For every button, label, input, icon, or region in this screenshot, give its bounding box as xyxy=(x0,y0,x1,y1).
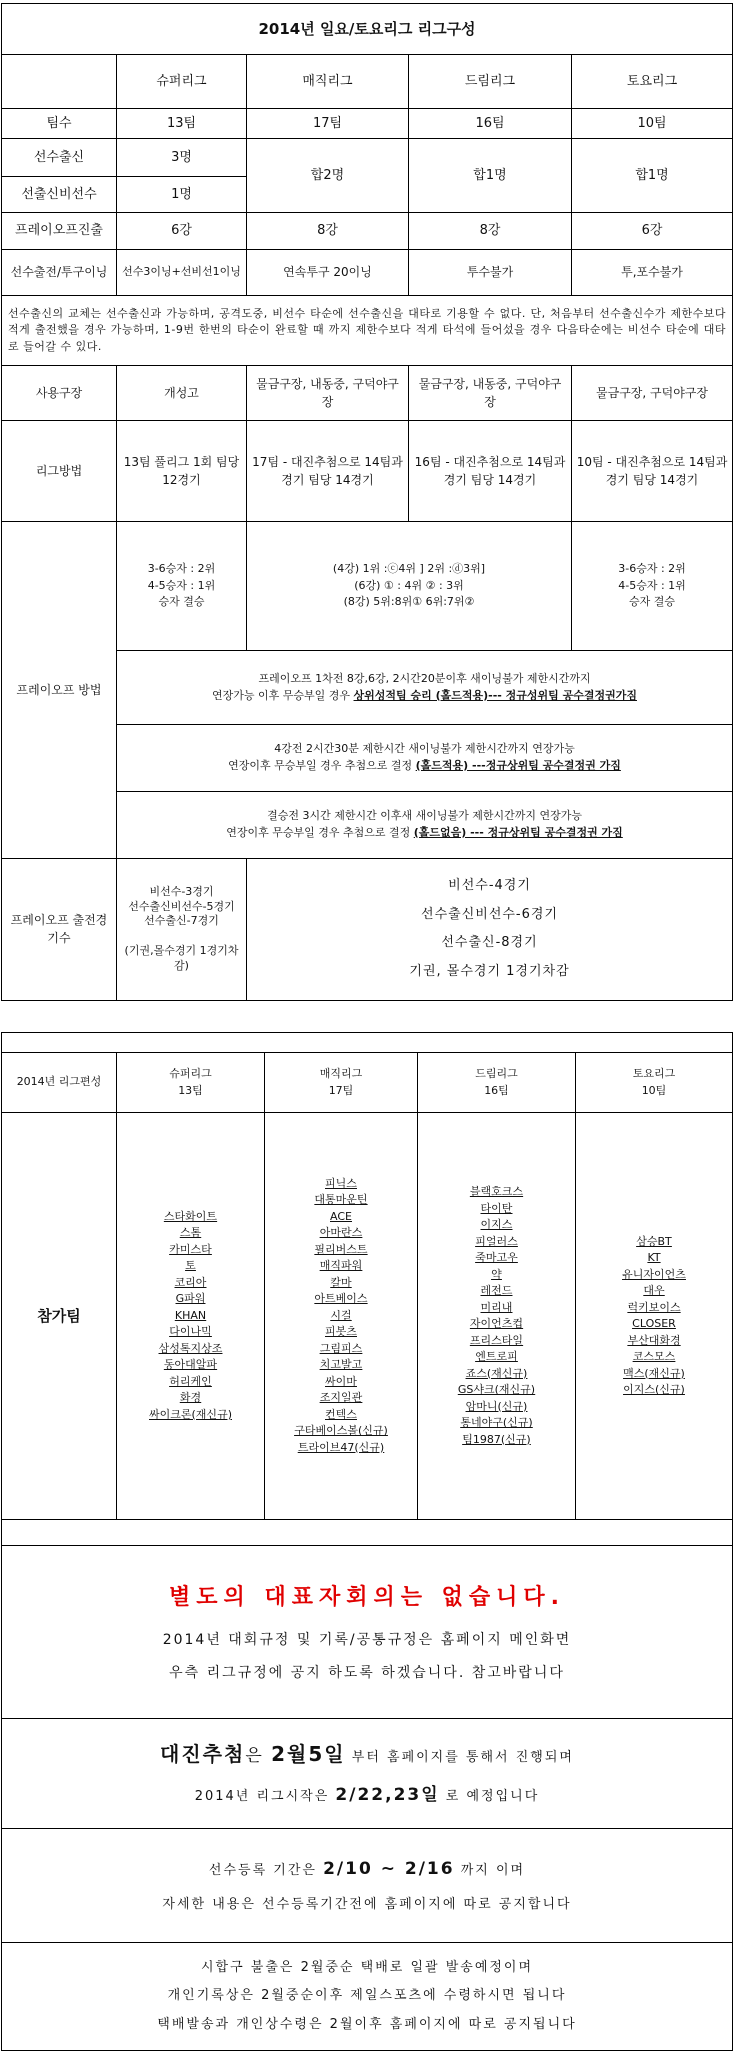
team-name: 블랙호크스 xyxy=(469,1185,524,1198)
notice-registration-line: 자세한 내용은 선수등록기간전에 홈페이지에 따로 공지합니다 xyxy=(162,1896,572,1912)
spacer-row xyxy=(2,1520,733,1546)
po-method-super xyxy=(117,521,247,651)
field-dream: 물금구장, 내동중, 구덕야구장 xyxy=(409,365,572,420)
team-name: 화경 xyxy=(179,1391,202,1405)
notice-draw xyxy=(2,1719,733,1829)
corner-cell xyxy=(2,55,117,108)
po-rule-text: 연장가능 이후 무승부일 경우 xyxy=(212,688,354,702)
pitching-super: 선수3이닝+선비선1이닝 xyxy=(117,249,247,295)
registration-text: 선수등록 기간은 xyxy=(208,1863,324,1878)
po-rule-line: 결승전 3시간 제한시간 이후새 새이닝불가 제한시간까지 연장가능 xyxy=(267,809,582,823)
po-method-label: 프레이오프 방법 xyxy=(2,521,117,858)
team-name: 아트베이스 xyxy=(314,1292,368,1306)
pitching-dream: 투수불가 xyxy=(409,249,572,295)
players-ex-label: 선출신비선수 xyxy=(2,176,117,213)
team-name: 피얼러스 xyxy=(475,1234,518,1248)
po-rule-line: 4강전 2시간30분 제한시간 새이닝불가 제한시간까지 연장가능 xyxy=(274,742,575,756)
draw-text: 부터 홈페이지를 통해서 진행되며 xyxy=(345,1749,574,1765)
league-name: 드림리그 xyxy=(475,1067,518,1080)
notice-draw-line xyxy=(6,1739,728,1770)
team-name: 레전드 xyxy=(480,1284,513,1297)
team-name: 구타베이스볼(신규) xyxy=(294,1424,388,1438)
team-count-saturday: 10팀 xyxy=(572,108,733,138)
po-games-line: (기권,몰수경기 1경기차감) xyxy=(124,944,239,972)
team-name: 컨텍스 xyxy=(325,1407,357,1421)
team-name: 미리내 xyxy=(480,1300,513,1314)
team-name: 싸이크론(재신규) xyxy=(149,1407,232,1421)
pitching-saturday: 투,포수불가 xyxy=(572,249,733,295)
po-games-super xyxy=(117,858,247,1000)
team-name: 칼마 xyxy=(330,1275,352,1289)
team-name: G파워 xyxy=(175,1292,206,1306)
team-name: 대통마운틴 xyxy=(314,1193,368,1207)
po-sat-line: 3-6승자 : 2위 xyxy=(618,562,686,576)
participants-label: 참가팀 xyxy=(2,1113,117,1520)
team-name: 유니자이언츠 xyxy=(622,1267,686,1281)
method-saturday: 10팀 - 대진추첨으로 14팀과 경기 팀당 14경기 xyxy=(572,421,733,521)
team-name: 프리스타일 xyxy=(469,1333,524,1347)
team-count-magic: 17팀 xyxy=(247,108,409,138)
method-dream: 16팀 - 대진추첨으로 14팀과 경기 팀당 14경기 xyxy=(409,421,572,521)
team-list xyxy=(580,1234,728,1399)
team-name: 카미스타 xyxy=(169,1242,212,1256)
playoff-label: 프레이오프진출 xyxy=(2,213,117,250)
league-structure-table xyxy=(1,3,733,1001)
playoff-saturday: 6강 xyxy=(572,213,733,250)
team-list-dream xyxy=(418,1113,576,1520)
po-mid-line: (8강) 5위:8위① 6위:7위② xyxy=(343,595,475,609)
po-rule-line: 프레이오프 1차전 8강,6강, 2시간20분이후 새이닝불가 제한시간까지 xyxy=(258,672,591,686)
po-rule-line xyxy=(121,688,728,705)
po-games-label: 프레이오프 출전경기수 xyxy=(2,858,117,1000)
league-name: 토요리그 xyxy=(632,1067,676,1080)
team-name: 타이탄 xyxy=(480,1201,513,1215)
team-list xyxy=(269,1176,413,1457)
start-text: 2014년 리그시작은 xyxy=(194,1789,336,1804)
players-label: 선수출신 xyxy=(2,138,117,176)
po-games-line xyxy=(121,929,242,944)
league-name: 매직리그 xyxy=(319,1067,363,1080)
team-name: 필리버스트 xyxy=(314,1242,368,1256)
po-rule-emphasis: 상위성적팀 승리 (홀드적용)--- 정규성위팀 공수결정권가짐 xyxy=(353,688,637,702)
roster-header-saturday xyxy=(576,1053,733,1113)
team-name: 삼승BT xyxy=(636,1234,672,1248)
team-name: 피닉스 xyxy=(325,1176,357,1190)
team-name: 이지스 xyxy=(480,1218,513,1231)
po-super-line: 3-6승자 : 2위 xyxy=(147,562,216,576)
team-name: 싸이마 xyxy=(325,1374,357,1388)
field-magic: 물금구장, 내동중, 구덕야구장 xyxy=(247,365,409,420)
po-games-line: 선수출신-8경기 xyxy=(441,935,538,951)
method-super: 13팀 풀리그 1회 팀당 12경기 xyxy=(117,421,247,521)
po-super-line: 승자 결승 xyxy=(158,595,205,609)
po-rule-emphasis: (홀드적용) ---정규상위팀 공수결정권 가짐 xyxy=(415,758,621,772)
players-super-a: 3명 xyxy=(117,138,247,176)
league-name: 슈퍼리그 xyxy=(169,1067,212,1080)
team-name: 맥스(재신규) xyxy=(623,1366,685,1380)
po-super-line: 4-5승자 : 1위 xyxy=(147,578,216,592)
team-name: 코스모스 xyxy=(632,1350,676,1363)
team-name: 죠스(재신규) xyxy=(465,1366,528,1380)
playoff-dream: 8강 xyxy=(409,213,572,250)
header-super-league: 슈퍼리그 xyxy=(117,55,247,108)
league-count: 10팀 xyxy=(641,1083,667,1097)
team-name: 그림피스 xyxy=(319,1341,363,1355)
po-games-others xyxy=(247,858,733,1000)
notice-ball-line: 개인기록상은 2월중순이후 제일스포츠에 수령하시면 됩니다 xyxy=(167,1988,567,2004)
po-rule-line xyxy=(121,758,728,775)
playoff-super: 6강 xyxy=(117,213,247,250)
roster-header-label: 2014년 리그편성 xyxy=(2,1053,117,1113)
notice-registration xyxy=(2,1829,733,1943)
draw-emphasis: 대진추첨 xyxy=(160,1741,246,1766)
team-name: 피봇츠 xyxy=(325,1325,357,1339)
team-name: KHAN xyxy=(174,1308,207,1322)
team-name: 이지스(신규) xyxy=(623,1383,685,1396)
po-games-line: 비선수-4경기 xyxy=(448,878,531,894)
po-rule-line xyxy=(121,825,728,842)
players-magic: 합2명 xyxy=(247,138,409,212)
table-title: 2014년 일요/토요리그 리그구성 xyxy=(2,4,733,55)
po-games-line: 선수출신-7경기 xyxy=(144,914,219,928)
team-name: 통네야구(신규) xyxy=(460,1416,533,1429)
team-name: 약 xyxy=(491,1267,502,1281)
po-mid-line: (4강) 1위 :ⓒ4위 ] 2위 :ⓓ3위] xyxy=(332,562,486,576)
field-super: 개성고 xyxy=(117,365,247,420)
registration-period: 2/10 ~ 2/16 xyxy=(323,1859,455,1879)
team-name: 허리케인 xyxy=(169,1374,212,1388)
team-count-dream: 16팀 xyxy=(409,108,572,138)
pitching-label: 선수출전/투구이닝 xyxy=(2,249,117,295)
po-method-saturday xyxy=(572,521,733,651)
league-roster-table xyxy=(1,1032,733,2051)
team-name: 럭키보이스 xyxy=(627,1300,681,1314)
team-name: KT xyxy=(647,1251,661,1264)
po-sat-line: 4-5승자 : 1위 xyxy=(618,578,686,592)
team-name: 다이나믹 xyxy=(169,1325,212,1339)
team-list xyxy=(121,1209,260,1424)
league-count: 13팀 xyxy=(178,1083,203,1097)
team-name: GS샤크(재신규) xyxy=(457,1383,536,1396)
pitching-magic: 연속투구 20이닝 xyxy=(247,249,409,295)
po-games-line: 비선수-3경기 xyxy=(149,884,214,898)
team-name: 암마니(신규) xyxy=(465,1399,528,1413)
team-name: 조지일관 xyxy=(319,1391,363,1405)
team-name: 부산대화경 xyxy=(627,1333,681,1347)
team-count-super: 13팀 xyxy=(117,108,247,138)
players-dream: 합1명 xyxy=(409,138,572,212)
team-name: 팀1987(신규) xyxy=(462,1432,531,1446)
po-method-magic-dream xyxy=(247,521,572,651)
field-saturday: 물금구장, 구덕야구장 xyxy=(572,365,733,420)
po-round1-rule xyxy=(117,651,733,724)
team-name: 토 xyxy=(185,1259,196,1273)
po-rule-text: 연장이후 무승부일 경우 추첨으로 결정 xyxy=(228,758,416,772)
team-name: 스타화이트 xyxy=(163,1209,218,1223)
po-rule-text: 연장이후 무승부일 경우 추첨으로 결정 xyxy=(226,825,414,839)
roster-header-dream xyxy=(418,1053,576,1113)
notice-draw-line xyxy=(6,1783,728,1809)
po-semifinal-rule xyxy=(117,724,733,791)
header-saturday-league: 토요리그 xyxy=(572,55,733,108)
team-name: ACE xyxy=(330,1209,352,1223)
start-date: 2/22,23일 xyxy=(335,1785,440,1805)
notice-meeting-line: 2014년 대회규정 및 기록/공통규정은 홈페이지 메인화면 xyxy=(162,1631,572,1648)
playoff-magic: 8강 xyxy=(247,213,409,250)
spacer-row xyxy=(2,1033,733,1053)
team-name: 스톰 xyxy=(179,1226,202,1240)
header-magic-league: 매직리그 xyxy=(247,55,409,108)
league-count: 16팀 xyxy=(484,1083,509,1097)
field-label: 사용구장 xyxy=(2,365,117,420)
team-name: 대우 xyxy=(643,1284,665,1297)
team-name: 죽마고우 xyxy=(475,1251,518,1264)
players-saturday: 합1명 xyxy=(572,138,733,212)
team-name: 매직파워 xyxy=(319,1259,363,1273)
header-dream-league: 드림리그 xyxy=(409,55,572,108)
notice-ball-delivery xyxy=(2,1943,733,2051)
notice-ball-line: 시합구 불출은 2월중순 택배로 일괄 발송예정이며 xyxy=(200,1959,534,1975)
team-name: CLOSER xyxy=(632,1317,676,1330)
roster-header-magic xyxy=(265,1053,418,1113)
team-name: 치고발고 xyxy=(319,1358,363,1372)
po-games-line: 기권, 몰수경기 1경기차감 xyxy=(409,963,570,979)
method-magic: 17팀 - 대진추첨으로 14팀과 경기 팀당 14경기 xyxy=(247,421,409,521)
notice-registration-line xyxy=(6,1857,728,1883)
substitution-notice: 선수출신의 교체는 선수출신과 가능하며, 공격도중, 비선수 타순에 선수출신을 대타로 기용할 수 없다. 단, 처음부터 선수출신수가 제한수보다 적게 출전했을 경우 가능하며, 1-9번 한번의 타순이 완료할 때 까지 제한수보다 적게 타석에 들어섰을 경우 다음타순에는 비선수 타순에 대타로 들어갈 수 있다. xyxy=(2,295,733,365)
start-text: 로 예정입니다 xyxy=(439,1789,540,1804)
team-name: 삼성톡지상조 xyxy=(158,1341,223,1355)
team-list-magic xyxy=(265,1113,418,1520)
team-name: 코리아 xyxy=(174,1275,207,1289)
team-list-saturday xyxy=(576,1113,733,1520)
league-count: 17팀 xyxy=(328,1083,354,1097)
notice-meeting-headline: 별도의 대표자회의는 없습니다. xyxy=(169,1584,565,1610)
notice-meeting-line: 우측 리그규정에 공지 하도록 하겠습니다. 참고바랍니다 xyxy=(169,1664,565,1681)
draw-date: 2월5일 xyxy=(271,1741,346,1766)
team-list-super xyxy=(117,1113,265,1520)
roster-header-super xyxy=(117,1053,265,1113)
draw-text: 은 xyxy=(245,1745,272,1766)
po-sat-line: 승자 결승 xyxy=(629,595,676,609)
team-list xyxy=(422,1184,571,1448)
team-name: 자이언츠컵 xyxy=(469,1317,524,1330)
team-name: 아마란스 xyxy=(319,1226,363,1240)
registration-text: 까지 이며 xyxy=(454,1863,526,1878)
method-label: 리그방법 xyxy=(2,421,117,521)
notice-meeting xyxy=(2,1546,733,1719)
po-games-line: 선수출신비선수-5경기 xyxy=(128,899,235,913)
team-name: 동아대알파 xyxy=(163,1358,218,1372)
po-mid-line: (6강) ① : 4위 ② : 3위 xyxy=(354,578,464,592)
notice-ball-line: 택배발송과 개인상수령은 2월이후 홈페이지에 따로 공지됩니다 xyxy=(157,2016,577,2032)
players-super-b: 1명 xyxy=(117,176,247,213)
team-name: 엔트로피 xyxy=(475,1350,518,1363)
po-games-line: 선수출신비선수-6경기 xyxy=(421,906,559,922)
team-count-label: 팀수 xyxy=(2,108,117,138)
team-name: 시걸 xyxy=(330,1308,352,1322)
team-name: 트라이브47(신규) xyxy=(297,1440,385,1454)
po-final-rule xyxy=(117,791,733,858)
po-rule-emphasis: (홀드없음) --- 정규상위팀 공수결정권 가짐 xyxy=(413,825,623,839)
